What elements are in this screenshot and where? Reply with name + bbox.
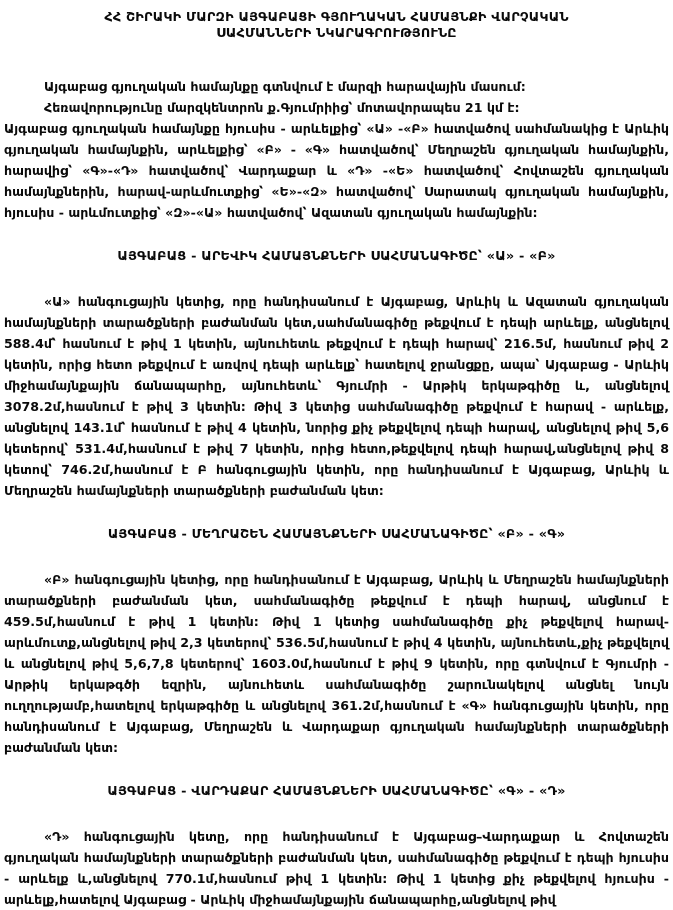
document-title-line-2: ՍԱՀՄԱՆՆԵՐԻ ՆԿԱՐԱԳՐՈՒԹՅՈՒՆԸ: [216, 26, 457, 41]
section-heading: ԱՅԳԱԲԱՑ - ԱՐԵՎԻԿ ՀԱՄԱՅՆՔՆԵՐԻ ՍԱՀՄԱՆԱԳԻԾԸ՝ «Ա» - «Բ»: [117, 249, 556, 264]
section-aygabats-vardaqar: [4, 784, 669, 910]
section-body: «Բ» հանգուցային կետից, որը հանդիսանում է Այգաբաց, Արևիկ և Մեղրաշեն համայնքների տարածքների բաժանման կետ, սահմանագիծը թեքվում է դեպի հարավ, անցնում է 459.5մ,հասնում է թիվ 1 կետին: Թիվ 1 կետից սահմանագիծը քիչ թեքվելով հարավ- արևմուտք,անցնելով թիվ 2,3 կետերով՝ 536.5մ,հասնում է թիվ 4 կետին, այնուհետև,քիչ թեքվելով և անցնելով թիվ 5,6,7,8 կետերով՝ 1603.0մ,հասնում է թիվ 9 կետին, որը գտնվում է Գյումրի - Արթիկ երկաթգծի եզրին, այնուհետև սահմանագիծը շարունակելով անցնել նույն ուղղությամբ,հատելով երկաթգիծը և անցնելով 361.2մ,հասնում է «Գ» հանգուցային կետին, որը հանդիսանում է Այգաբաց, Մեղրաշեն և Վարդաքար գյուղական համայնքների տարածքների բաժանման կետ:: [4, 572, 669, 755]
section-body: «Ա» հանգուցային կետից, որը հանդիսանում է Այգաբաց, Արևիկ և Ազատան գյուղական համայնքների տարածքների բաժանման կետ,սահմանագիծը թեքվում է դեպի արևելք, անցնելով 588.4մ՝ հասնում է թիվ 1 կետին, այնուհետև թեքվում է դեպի հարավ՝ 216.5մ, հասնում թիվ 2 կետին, որից հետո թեքվում է առվով դեպի արևելք՝ հատելով ջրանցքը, ապա՝ Այգաբաց - Արևիկ միջհամայնքային ճանապարհը, այնուհետև՝ Գյումրի - Արթիկ երկաթգիծը և, անցնելով 3078.2մ,հասնում է թիվ 3 կետին: Թիվ 3 կետից սահմանագիծը թեքվում է հարավ - արևելք, անցնելով 143.1մ՝ հասնում է թիվ 4 կետին, նորից քիչ թեքվելով դեպի հարավ, անցնելով թիվ 5,6 կետերով՝ 531.4մ,հասնում է թիվ 7 կետին, որից հետո,թեքվելով դեպի հարավ,անցնելով թիվ 8 կետով՝ 746.2մ,հասնում է Բ հանգուցային կետին, որը հանդիսանում է Այգաբաց, Արևիկ և Մեղրաշեն համայնքների տարածքների բաժանման կետ:: [4, 294, 669, 498]
intro-block: [4, 76, 669, 223]
intro-location-line: Այգաբաց գյուղական համայնքը գտնվում է մարզի հարավային մասում:: [44, 79, 526, 94]
document-title-line-1: ՀՀ ՇԻՐԱԿԻ ՄԱՐԶԻ ԱՅԳԱԲԱՑԻ ԳՅՈՒՂԱԿԱՆ ՀԱՄԱՅՆՔԻ ՎԱՐՉԱԿԱՆ: [104, 10, 569, 25]
section-aygabats-meghrashen: [4, 527, 669, 758]
section-body: «Դ» հանգուցային կետը, որը հանդիսանում է Այգաբաց–Վարդաքար և Հովտաշեն գյուղական համայնքների տարածքների բաժանման կետ, սահմանագիծը թեքվում է դեպի հյուսիս - արևելք և,անցնելով 770.1մ,հասնում թիվ 1 կետին: Թիվ 1 կետից քիչ թեքվելով հյուսիս - արևելք,հատելով Այգաբաց - Արևիկ միջհամայնքային ճանապարհը,անցնելով թիվ: [4, 829, 669, 907]
section-aygabats-arevik: [4, 249, 669, 501]
document-title: [12, 10, 661, 42]
section-heading: ԱՅԳԱԲԱՑ - ՎԱՐԴԱՔԱՐ ՀԱՄԱՅՆՔՆԵՐԻ ՍԱՀՄԱՆԱԳԻԾԸ՝ «Գ» - «Դ»: [107, 784, 566, 799]
intro-boundaries-paragraph: Այգաբաց գյուղական համայնքը հյուսիս - արևելքից՝ «Ա» -«Բ» հատվածով սահմանակից է Արևիկ գյուղական համայնքին, արևելքից՝ «Բ» - «Գ» հատվածով՝ Մեղրաշեն գյուղական համայնքին, հարավից՝ «Գ»-«Դ» հատվածով՝ Վարդաքար և «Դ» -«Ե» հատվածով՝ Հովտաշեն գյուղական համայնքներին, հարավ-արևմուտքից՝ «Ե»-«Զ» հատվածով՝ Սարատակ գյուղական համայնքին, հյուսիս - արևմուտքից՝ «Զ»-«Ա» հատվածով՝ Ազատան գյուղական համայնքին:: [4, 121, 669, 220]
intro-distance-line: Հեռավորությունը մարզկենտրոն ք.Գյումրիից՝ մոտավորապես 21 կմ է:: [44, 100, 520, 115]
section-heading: ԱՅԳԱԲԱՑ - ՄԵՂՐԱՇԵՆ ՀԱՄԱՅՆՔՆԵՐԻ ՍԱՀՄԱՆԱԳԻԾԸ՝ «Բ» - «Գ»: [107, 527, 566, 542]
